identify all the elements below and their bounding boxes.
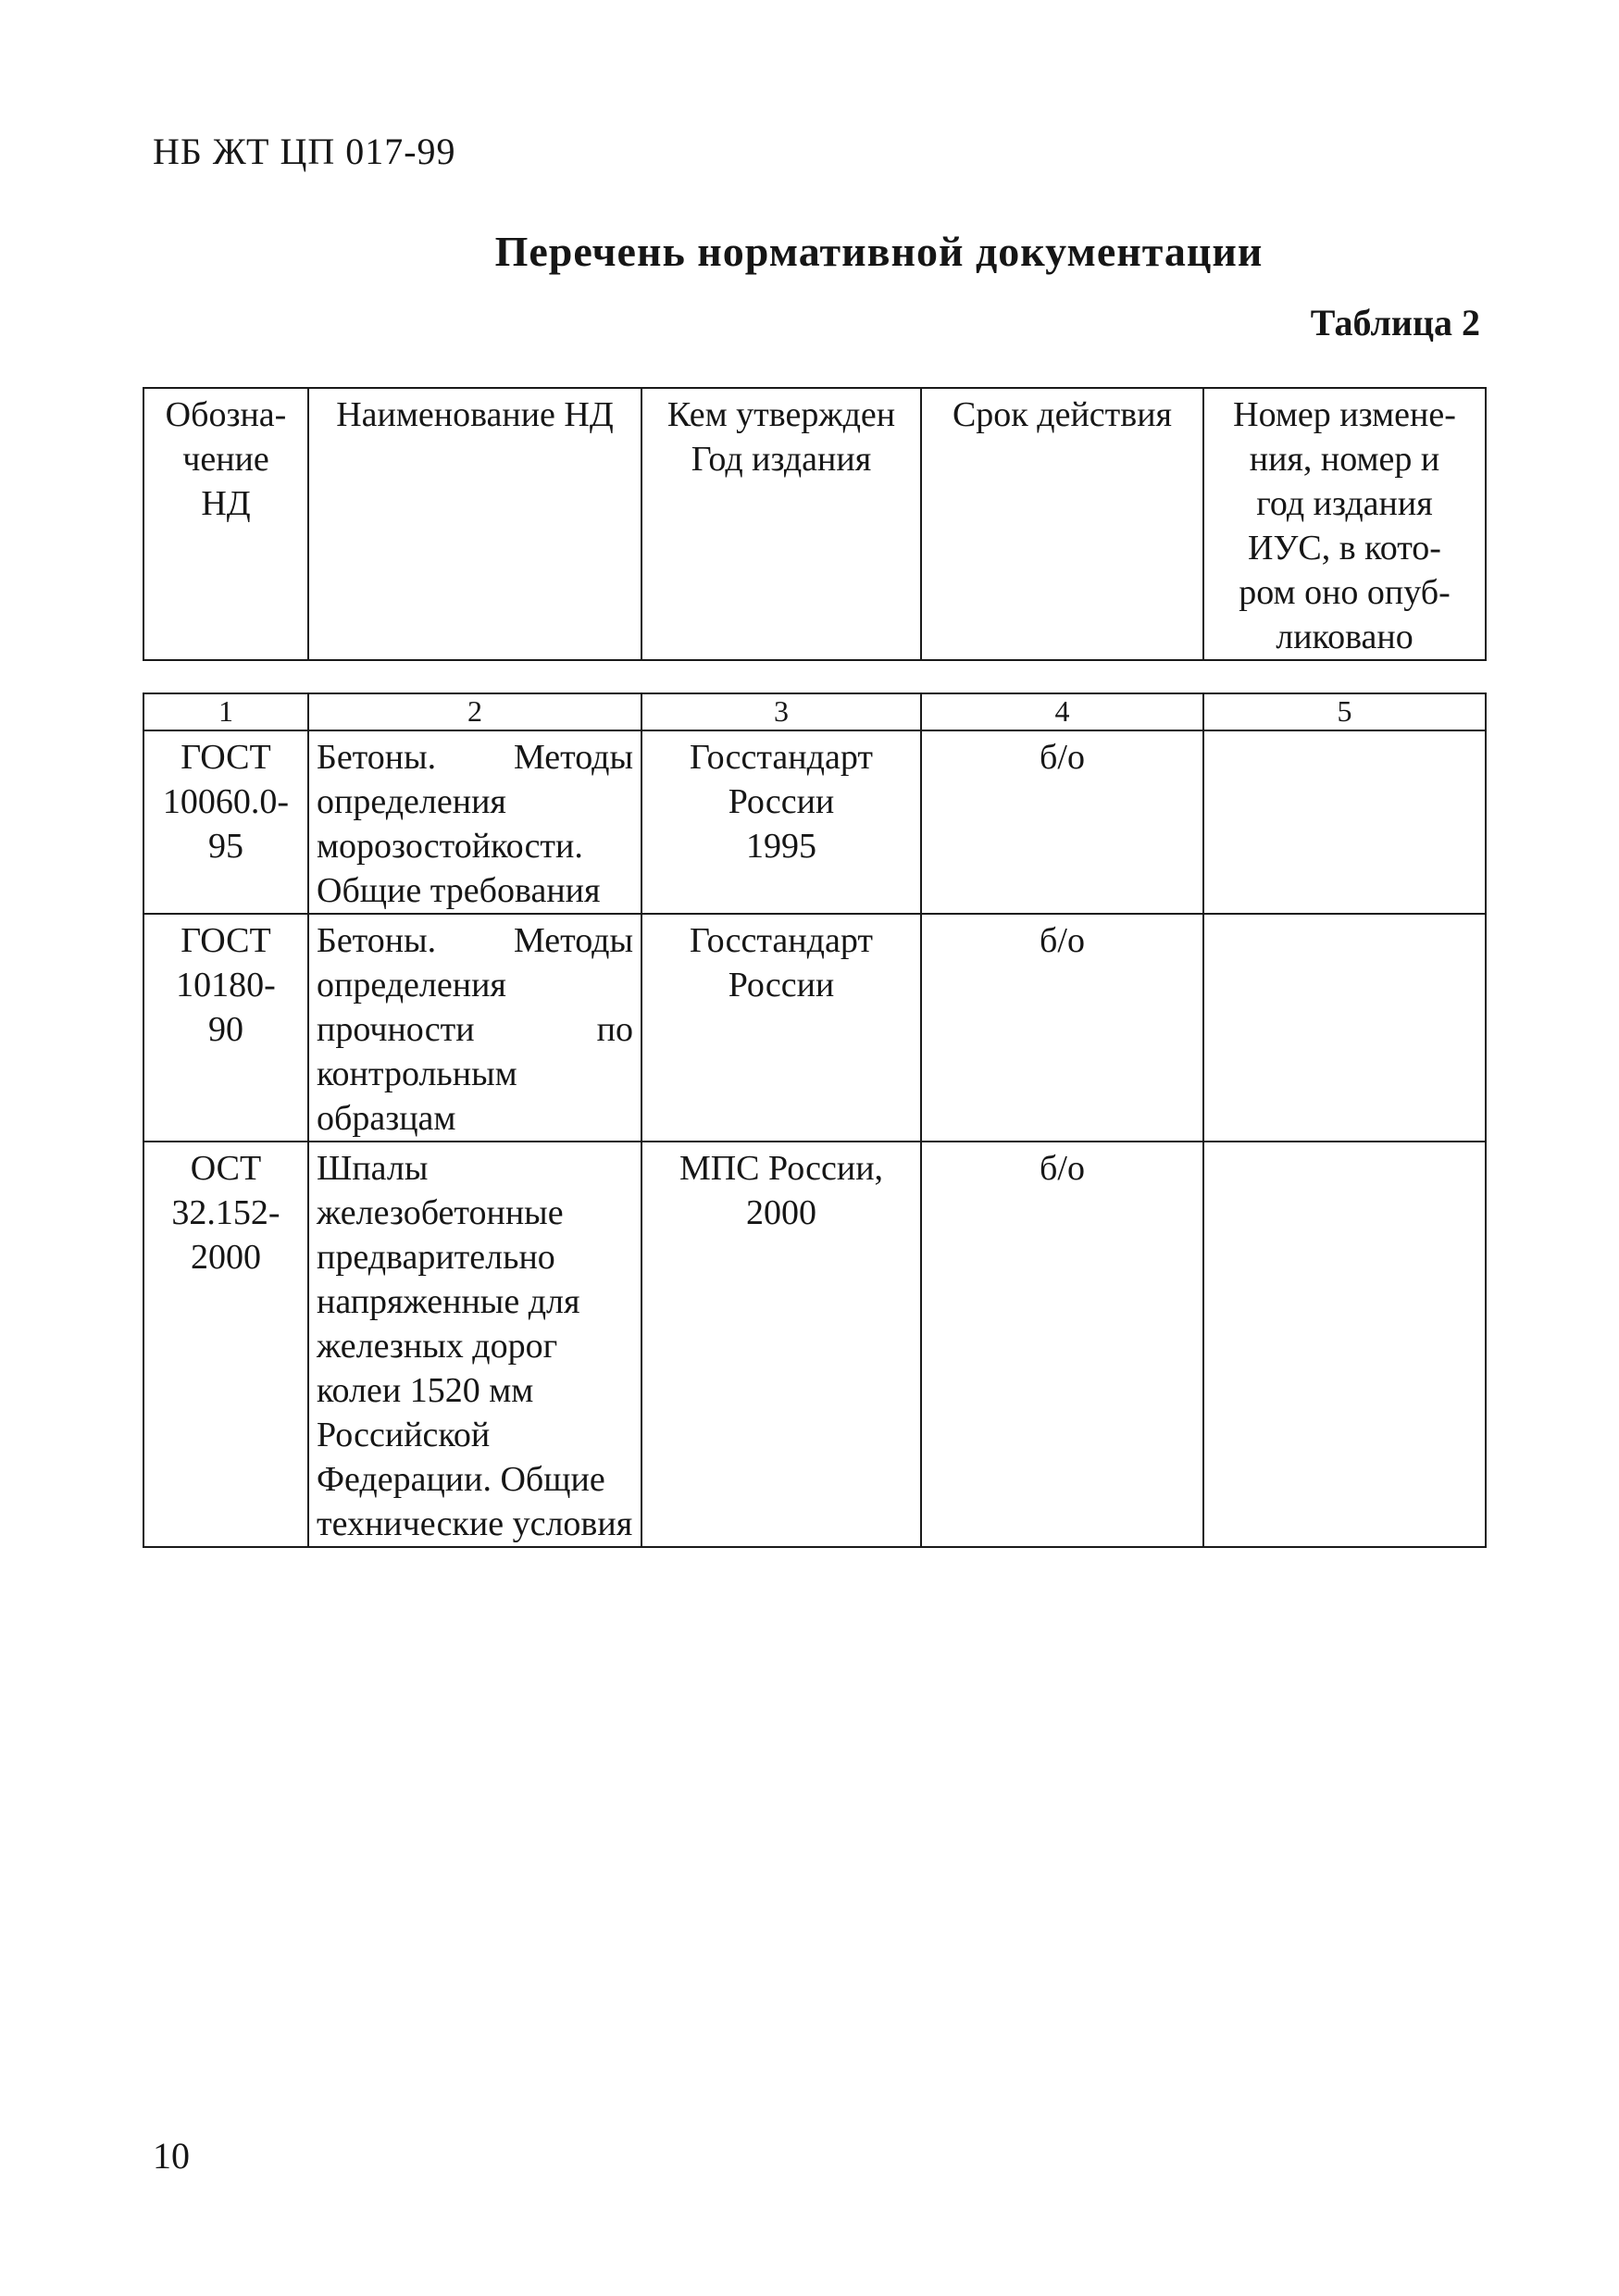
validity-cell: б/о — [921, 730, 1203, 914]
column-number: 2 — [308, 693, 641, 730]
column-number: 3 — [641, 693, 921, 730]
validity-cell: б/о — [921, 1142, 1203, 1547]
designation-cell: ОСТ 32.152- 2000 — [143, 1142, 308, 1547]
name-cell: Бетоны. Методы определения морозостойкости. Общие требования — [308, 730, 641, 914]
column-number-row — [143, 693, 1486, 730]
header-cell-designation: Обозна- чение НД — [143, 388, 308, 660]
approved-cell: Госстандарт России 1995 — [641, 730, 921, 914]
name-cell: Шпалы железобетонные предварительно напряженные для железных дорог колеи 1520 мм Российской Федерации. Общие технические условия — [308, 1142, 641, 1547]
table-row — [143, 1142, 1486, 1547]
page-number: 10 — [153, 2135, 190, 2177]
approved-cell: Госстандарт России — [641, 914, 921, 1142]
change-cell — [1203, 914, 1486, 1142]
approved-cell: МПС России, 2000 — [641, 1142, 921, 1547]
change-cell — [1203, 730, 1486, 914]
designation-cell: ГОСТ 10060.0- 95 — [143, 730, 308, 914]
table-row — [143, 730, 1486, 914]
validity-cell: б/о — [921, 914, 1203, 1142]
header-cell-approved: Кем утвержден Год издания — [641, 388, 921, 660]
data-table — [143, 693, 1487, 1548]
designation-cell: ГОСТ 10180- 90 — [143, 914, 308, 1142]
header-cell-name: Наименование НД — [308, 388, 641, 660]
change-cell — [1203, 1142, 1486, 1547]
column-number: 1 — [143, 693, 308, 730]
column-number: 4 — [921, 693, 1203, 730]
table-label: Таблица 2 — [1310, 302, 1480, 343]
page-title: Перечень нормативной документации — [494, 228, 1264, 275]
table-row — [143, 914, 1486, 1142]
header-cell-validity: Срок действия — [921, 388, 1203, 660]
header-cell-change: Номер измене- ния, номер и год издания ИУС, в кото- ром оно опуб- ликовано — [1203, 388, 1486, 660]
column-number: 5 — [1203, 693, 1486, 730]
document-code: НБ ЖТ ЦП 017-99 — [153, 131, 456, 172]
name-cell: Бетоны. Методы определения прочности по контрольным образцам — [308, 914, 641, 1142]
header-table — [143, 387, 1487, 661]
header-row — [143, 388, 1486, 660]
